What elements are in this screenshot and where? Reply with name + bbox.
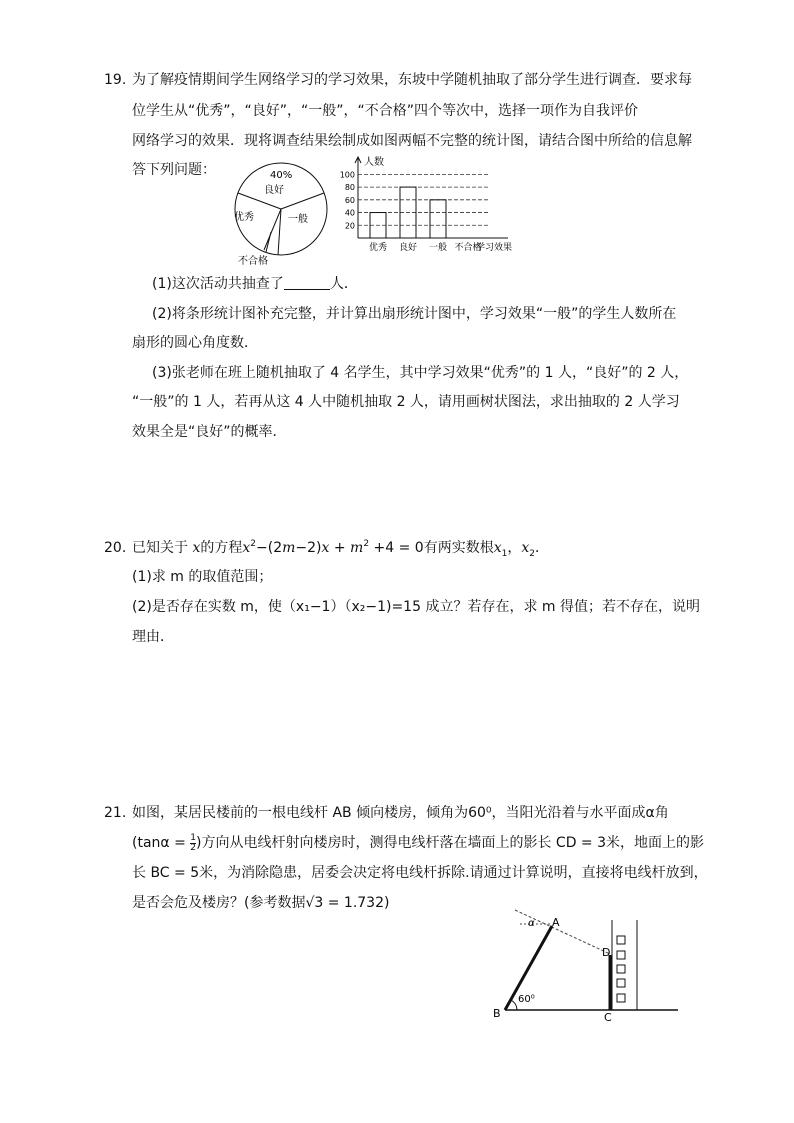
tan-fraction: $\frac{1}{2}$ — [190, 832, 196, 853]
q20-line-1 — [132, 538, 549, 560]
pie-label-fail: 不合格 — [238, 256, 268, 267]
bar-chart — [336, 156, 546, 258]
bar — [430, 200, 446, 238]
q19-part1-end: 人． — [329, 276, 358, 292]
label-C: C — [604, 1011, 612, 1024]
pole-building-figure — [490, 905, 690, 1025]
y-tick-label: 100 — [339, 170, 355, 180]
label-alpha: α — [528, 918, 535, 929]
q19-part3-line3: 效果全是“良好”的概率． — [132, 424, 287, 440]
q21-line-2 — [132, 833, 704, 853]
x-tick-label: 不合格 — [454, 243, 482, 253]
x-tick-label: 优秀 — [368, 243, 388, 253]
q19-part3-line2: “一般”的 1 人，若再从这 4 人中随机抽取 2 人，请用画树状图法，求出抽取的 2 人学习 — [132, 394, 680, 410]
tan-prefix: (tanα = — [132, 835, 191, 851]
y-tick-label: 80 — [344, 183, 355, 193]
question-20-number: 20. — [104, 540, 127, 556]
x-tick-label: 一般 — [428, 243, 448, 253]
q19-part1-text: (1)这次活动共抽查了 — [152, 276, 284, 292]
q20-part1: (1)求 m 的取值范围； — [132, 569, 273, 585]
q20-part2: (2)是否存在实数 m，使（x₁−1）（x₂−1)=15 成立？若存在，求 m 得值；若不存在，说明 — [132, 599, 700, 615]
pie-label-good: 良好 — [264, 185, 284, 196]
q21-line-1: 如图，某居民楼前的一根电线杆 AB 倾向楼房，倾角为60⁰，当阳光沿着与水平面成α角 — [132, 805, 669, 821]
q19-part1 — [152, 274, 358, 294]
y-tick-label: 60 — [344, 195, 355, 205]
q20-pre: 已知关于 — [132, 540, 188, 556]
q21-line-4: 是否会危及楼房？(参考数据√3 = 1.732) — [132, 895, 390, 911]
q19-line-1: 为了解疫情期间学生网络学习的学习效果，东坡中学随机抽取了部分学生进行调查．要求每 — [132, 72, 692, 88]
y-tick-label: 40 — [344, 208, 355, 218]
equation: $x^2-(2m-2)x + m^2 +4 = 0$ — [242, 539, 424, 556]
question-21-number: 21. — [104, 805, 127, 821]
label-B: B — [493, 1007, 501, 1020]
q19-line-2: 位学生从“优秀”，“良好”，“一般”，“不合格”四个等次中，选择一项作为自我评价 — [132, 103, 639, 119]
q19-part3-line1: (3)张老师在班上随机抽取了 4 名学生，其中学习效果“优秀”的 1 人，“良好”的 2 人， — [152, 365, 689, 381]
pie-chart — [226, 160, 336, 270]
label-60-degrees: 60⁰ — [518, 994, 535, 1005]
var-x: x — [192, 540, 201, 556]
tan-suffix: ) — [196, 835, 202, 851]
q21-line-2-text: 方向从电线杆射向楼房时，测得电线杆落在墙面上的影长 CD = 3米，地面上的影 — [201, 835, 705, 851]
q20-part2-end: 理由． — [132, 629, 174, 645]
label-A: A — [552, 916, 560, 929]
x-axis-label: 学习效果 — [475, 243, 513, 253]
q19-line-4: 答下列问题： — [132, 162, 216, 178]
question-19-number: 19. — [104, 72, 127, 88]
q21-line-3: 长 BC = 5米，为消除隐患，居委会决定将电线杆拆除.请通过计算说明，直接将电线杆放到， — [132, 865, 708, 881]
q20-mid: 的方程 — [200, 540, 243, 556]
pie-percent-label: 40% — [270, 170, 293, 181]
y-tick-label: 20 — [344, 221, 355, 231]
q19-part2-line2: 扇形的圆心角度数． — [132, 335, 258, 351]
roots: $x_1$，$x_2$． — [493, 540, 549, 559]
pie-label-excellent: 优秀 — [234, 212, 254, 223]
label-D: D — [602, 946, 611, 959]
q20-post: 有两实数根 — [423, 540, 494, 556]
answer-blank — [284, 275, 330, 290]
x-tick-label: 良好 — [398, 243, 418, 253]
q19-part2-line1: (2)将条形统计图补充完整，并计算出扇形统计图中，学习效果“一般”的学生人数所在 — [152, 306, 677, 322]
q19-line-3: 网络学习的效果．现将调查结果绘制成如图两幅不完整的统计图，请结合图中所给的信息解 — [132, 133, 692, 149]
pie-label-average: 一般 — [288, 214, 308, 225]
y-axis-label: 人数 — [364, 157, 384, 168]
